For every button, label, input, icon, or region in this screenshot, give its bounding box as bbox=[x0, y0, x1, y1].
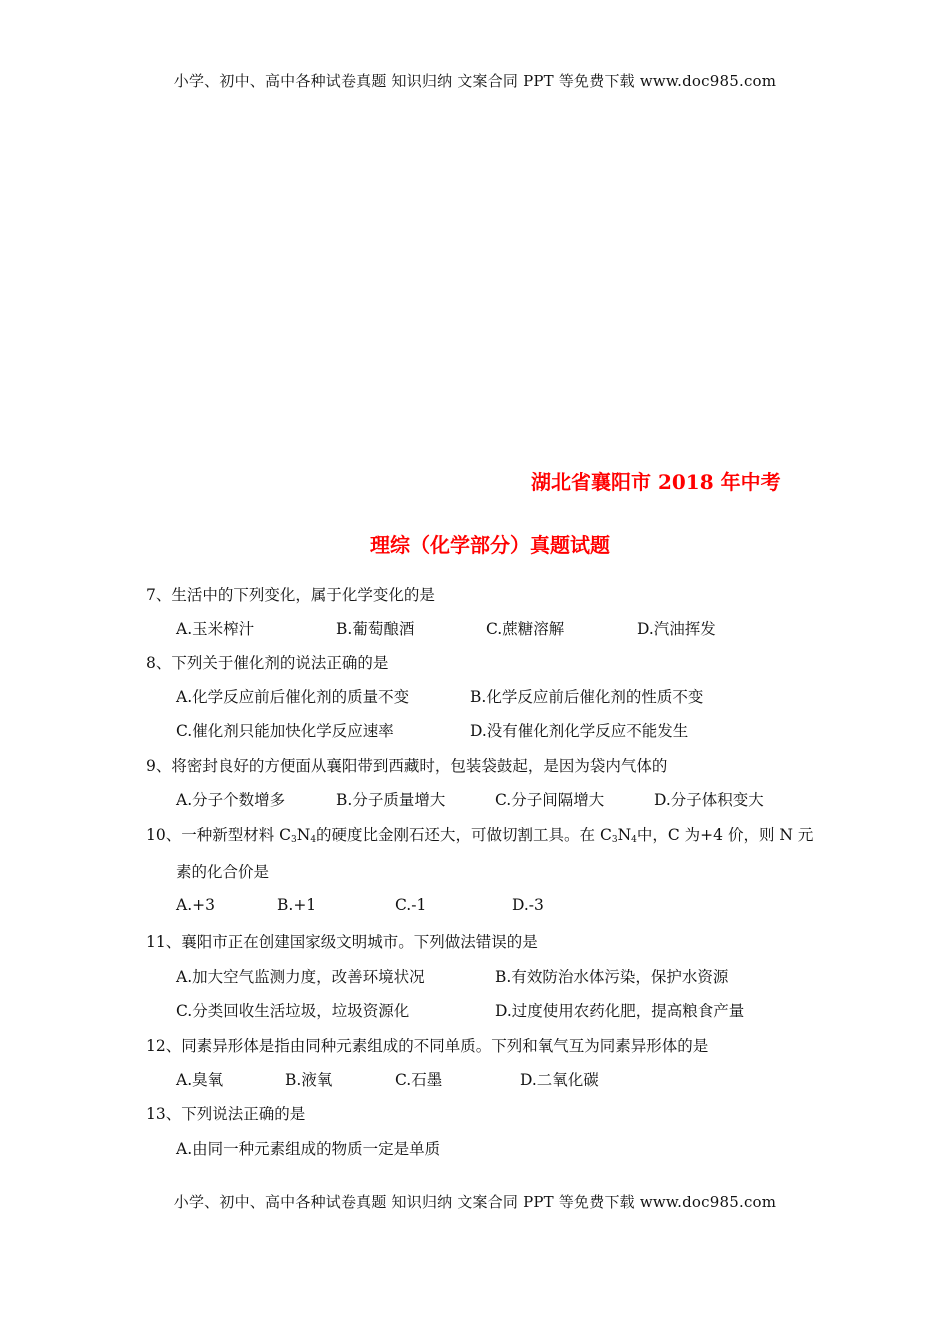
option-d: D.汽油挥发 bbox=[637, 620, 716, 638]
question-8-stem: 8、下列关于催化剂的说法正确的是 bbox=[146, 654, 389, 672]
option-a: A.臭氧 bbox=[176, 1071, 224, 1089]
option-c: C.分类回收生活垃圾，垃圾资源化 bbox=[176, 1002, 410, 1020]
exam-title-line2: 理综（化学部分）真题试题 bbox=[370, 533, 610, 557]
footer-banner: 小学、初中、高中各种试卷真题 知识归纳 文案合同 PPT 等免费下载 www.doc985.com bbox=[173, 1193, 777, 1211]
option-a: A.分子个数增多 bbox=[176, 791, 286, 809]
option-d: D.-3 bbox=[512, 896, 544, 914]
option-a: A.加大空气监测力度，改善环境状况 bbox=[176, 968, 425, 986]
option-d: D.分子体积变大 bbox=[654, 791, 764, 809]
exam-title-line1: 湖北省襄阳市 2018 年中考 bbox=[531, 470, 781, 494]
stem-text: N bbox=[296, 826, 311, 844]
option-d: D.过度使用农药化肥，提高粮食产量 bbox=[495, 1002, 745, 1020]
question-11-stem: 11、襄阳市正在创建国家级文明城市。下列做法错误的是 bbox=[146, 933, 538, 951]
option-b: B.葡萄酿酒 bbox=[336, 620, 415, 638]
option-a: A.由同一种元素组成的物质一定是单质 bbox=[176, 1140, 441, 1158]
option-c: C.分子间隔增大 bbox=[495, 791, 605, 809]
option-b: B.分子质量增大 bbox=[336, 791, 446, 809]
option-b: B.+1 bbox=[277, 896, 317, 914]
header-banner: 小学、初中、高中各种试卷真题 知识归纳 文案合同 PPT 等免费下载 www.doc985.com bbox=[173, 72, 777, 90]
stem-text: N bbox=[617, 826, 632, 844]
subscript: 4 bbox=[631, 835, 637, 845]
subscript: 3 bbox=[611, 835, 618, 845]
stem-text: 的硬度比金刚石还大，可做切割工具。在 C bbox=[316, 826, 612, 844]
option-c: C.蔗糖溶解 bbox=[486, 620, 565, 638]
option-b: B.有效防治水体污染，保护水资源 bbox=[495, 968, 729, 986]
option-a: A.+3 bbox=[176, 896, 215, 914]
question-10-stem bbox=[146, 823, 813, 845]
option-a: A.化学反应前后催化剂的质量不变 bbox=[176, 688, 410, 706]
question-13-stem: 13、下列说法正确的是 bbox=[146, 1105, 306, 1123]
question-9-stem: 9、将密封良好的方便面从襄阳带到西藏时，包装袋鼓起，是因为袋内气体的 bbox=[146, 757, 668, 775]
subscript: 3 bbox=[291, 835, 297, 845]
stem-text: 10、一种新型材料 C bbox=[146, 826, 292, 844]
option-b: B.液氧 bbox=[285, 1071, 333, 1089]
option-b: B.化学反应前后催化剂的性质不变 bbox=[470, 688, 704, 706]
option-d: D.二氧化碳 bbox=[520, 1071, 599, 1089]
option-c: C.催化剂只能加快化学反应速率 bbox=[176, 722, 394, 740]
question-12-stem: 12、同素异形体是指由同种元素组成的不同单质。下列和氧气互为同素异形体的是 bbox=[146, 1037, 709, 1055]
option-d: D.没有催化剂化学反应不能发生 bbox=[470, 722, 689, 740]
option-c: C.-1 bbox=[395, 896, 427, 914]
subscript: 4 bbox=[310, 835, 317, 845]
option-a: A.玉米榨汁 bbox=[176, 620, 255, 638]
option-c: C.石墨 bbox=[395, 1071, 443, 1089]
question-7-stem: 7、生活中的下列变化，属于化学变化的是 bbox=[146, 586, 435, 604]
stem-text: 中，C 为+4 价，则 N 元 bbox=[636, 826, 814, 844]
question-10-stem-continued: 素的化合价是 bbox=[176, 863, 270, 881]
